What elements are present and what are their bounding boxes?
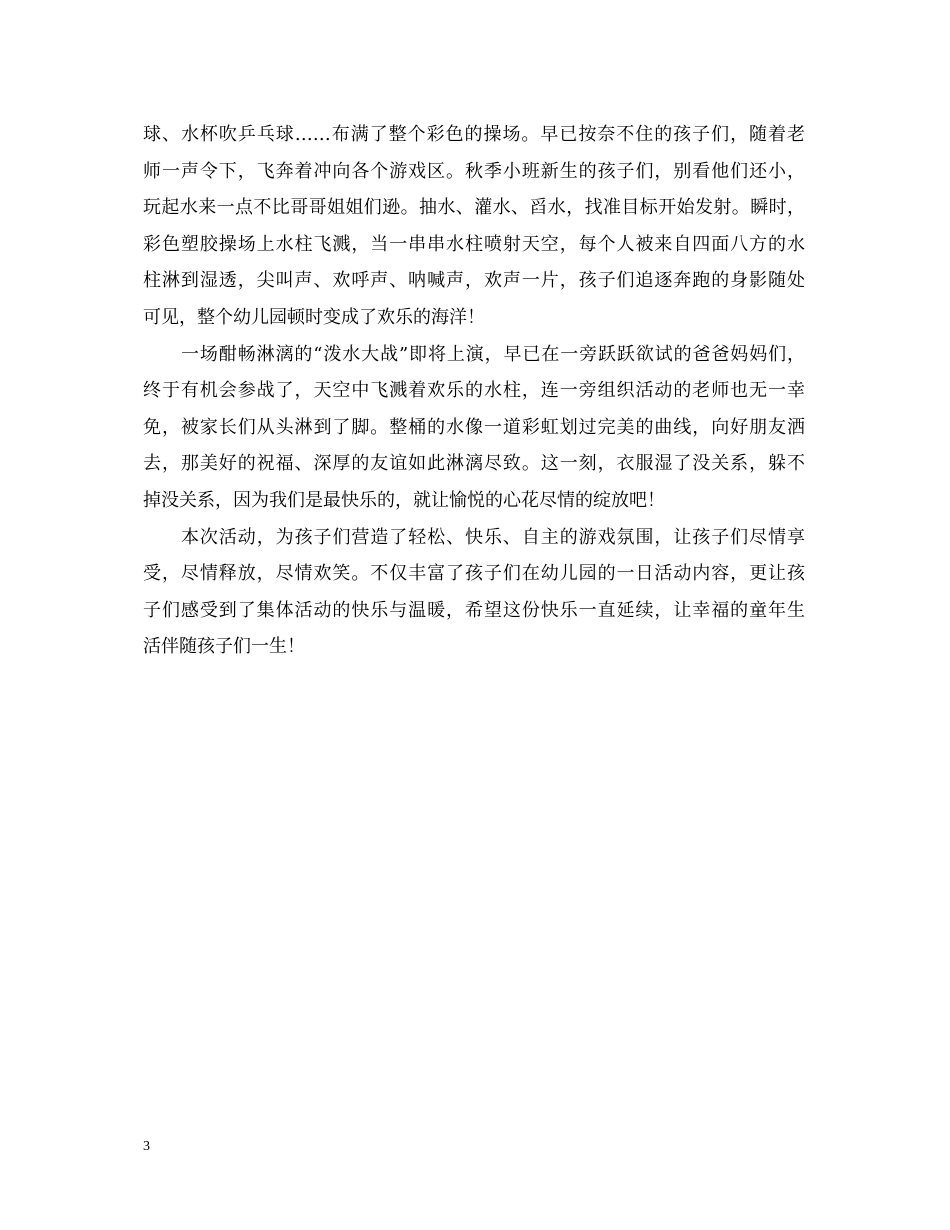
text-line: 球、水杯吹乒乓球……布满了整个彩色的操场。早已按奈不住的孩子们，随着老 [143, 124, 805, 145]
page-number: 3 [143, 1139, 150, 1154]
text-line: 柱淋到湿透，尖叫声、欢呼声、呐喊声，欢声一片，孩子们追逐奔跑的身影随处 [143, 270, 805, 292]
text-line: 免，被家长们从头淋到了脚。整桶的水像一道彩虹划过完美的曲线，向好朋友洒 [143, 416, 805, 438]
text-line: 本次活动，为孩子们营造了轻松、快乐、自主的游戏氛围，让孩子们尽情享 [181, 526, 805, 548]
paragraph-2 [143, 337, 805, 520]
text-line: 掉没关系，因为我们是最快乐的，就让愉悦的心花尽情的绽放吧！ [143, 489, 665, 511]
text-line: 师一声令下，飞奔着冲向各个游戏区。秋季小班新生的孩子们，别看他们还小， [143, 160, 805, 182]
text-line: 可见，整个幼儿园顿时变成了欢乐的海洋！ [143, 306, 485, 328]
text-line: 活伴随孩子们一生！ [143, 636, 305, 658]
text-line: 子们感受到了集体活动的快乐与温暖，希望这份快乐一直延续，让幸福的童年生 [143, 599, 805, 621]
document-body [143, 117, 805, 666]
text-line: 彩色塑胶操场上水柱飞溅，当一串串水柱喷射天空，每个人被来自四面八方的水 [143, 233, 805, 255]
text-line: 去，那美好的祝福、深厚的友谊如此淋漓尽致。这一刻，衣服湿了没关系，躲不 [143, 453, 805, 475]
text-line: 一场酣畅淋漓的“泼水大战”即将上演，早已在一旁跃跃欲试的爸爸妈妈们， [181, 343, 805, 365]
text-line: 终于有机会参战了，天空中飞溅着欢乐的水柱，连一旁组织活动的老师也无一幸 [143, 380, 805, 402]
text-line: 受，尽情释放，尽情欢笑。不仅丰富了孩子们在幼儿园的一日活动内容，更让孩 [143, 563, 805, 585]
paragraph-3 [143, 520, 805, 666]
text-line: 玩起水来一点不比哥哥姐姐们逊。抽水、灌水、舀水，找准目标开始发射。瞬时， [143, 197, 805, 219]
paragraph-1 [143, 117, 805, 337]
